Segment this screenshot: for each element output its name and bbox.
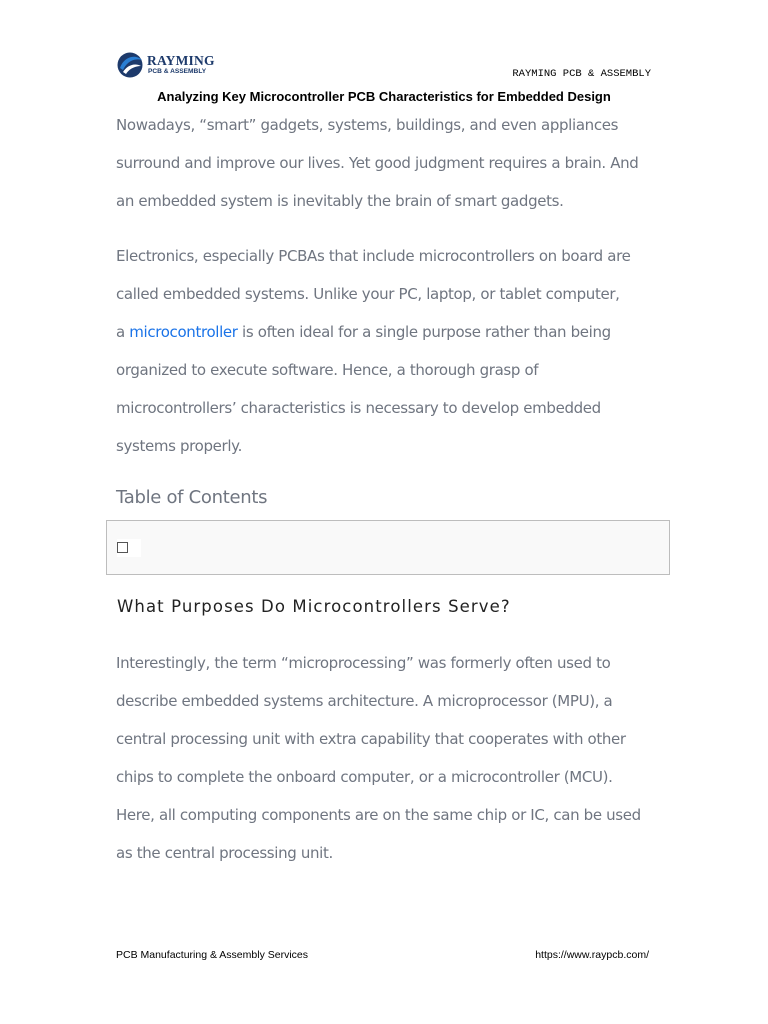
- intro-line: surround and improve our lives. Yet good judgment requires a brain. And: [116, 154, 639, 172]
- embedded-line: Electronics, especially PCBAs that include microcontrollers on board are: [116, 247, 631, 265]
- embedded-line: systems properly.: [116, 437, 242, 455]
- section-heading: What Purposes Do Microcontrollers Serve?: [117, 597, 511, 616]
- toc-toggle-icon: [117, 542, 128, 553]
- toc-toggle-button[interactable]: [117, 539, 141, 557]
- section-line: describe embedded systems architecture. A microprocessor (MPU), a: [116, 692, 613, 710]
- section-line: central processing unit with extra capability that cooperates with other: [116, 730, 626, 748]
- embedded-line-with-link: [116, 313, 661, 351]
- footer-url[interactable]: https://www.raypcb.com/: [535, 949, 649, 961]
- document-title: Analyzing Key Microcontroller PCB Characteristics for Embedded Design: [157, 89, 611, 104]
- toc-heading: Table of Contents: [116, 487, 268, 508]
- logo-subtitle: PCB & ASSEMBLY: [148, 68, 207, 75]
- embedded-line: microcontrollers’ characteristics is necessary to develop embedded: [116, 399, 601, 417]
- section-line: chips to complete the onboard computer, or a microcontroller (MCU).: [116, 768, 613, 786]
- section-line: Interestingly, the term “microprocessing” was formerly often used to: [116, 654, 611, 672]
- intro-line: an embedded system is inevitably the brain of smart gadgets.: [116, 192, 564, 210]
- rayming-logo-mark: [116, 51, 144, 79]
- section-line: as the central processing unit.: [116, 844, 333, 862]
- intro-paragraph: [116, 106, 661, 220]
- embedded-line-prefix: a: [116, 323, 130, 341]
- toc-container: [106, 520, 670, 575]
- footer-services: PCB Manufacturing & Assembly Services: [116, 949, 308, 961]
- embedded-line-suffix: is often ideal for a single purpose rather than being: [237, 323, 611, 341]
- intro-line: Nowadays, “smart” gadgets, systems, buildings, and even appliances: [116, 116, 619, 134]
- header-company-name: RAYMING PCB & ASSEMBLY: [512, 68, 651, 80]
- section-paragraph: [116, 644, 661, 872]
- microcontroller-link[interactable]: microcontroller: [129, 323, 238, 341]
- embedded-line: organized to execute software. Hence, a thorough grasp of: [116, 361, 539, 379]
- section-line: Here, all computing components are on the same chip or IC, can be used: [116, 806, 641, 824]
- logo-name: RAYMING: [147, 53, 215, 68]
- company-logo: [114, 50, 224, 80]
- embedded-paragraph: [116, 237, 661, 465]
- embedded-line: called embedded systems. Unlike your PC, laptop, or tablet computer,: [116, 285, 620, 303]
